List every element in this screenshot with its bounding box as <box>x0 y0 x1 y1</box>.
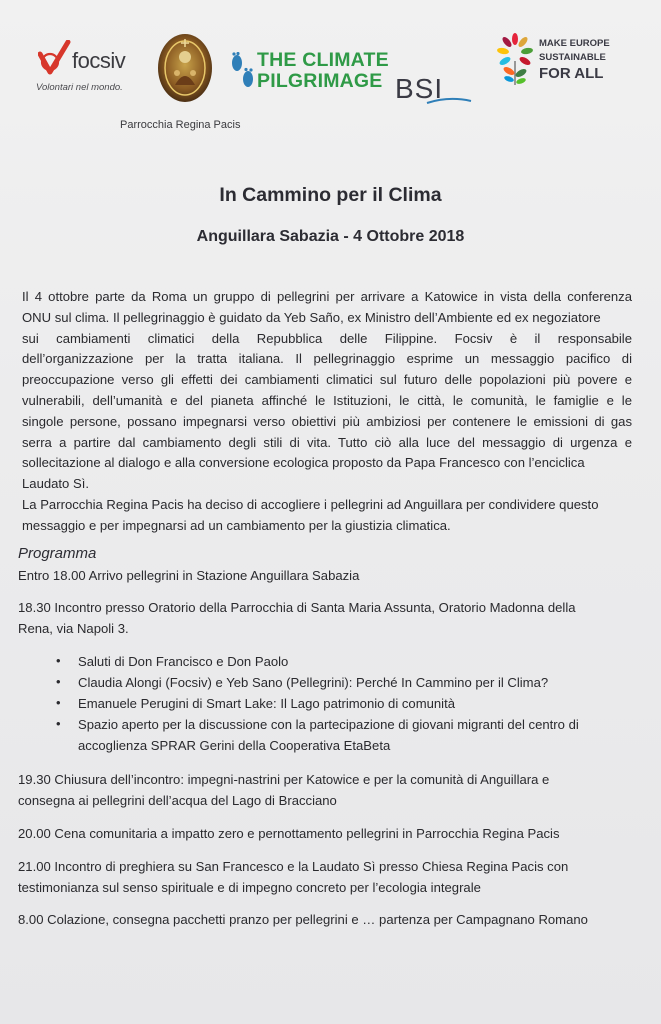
schedule-meeting: Rena, via Napoli 3. <box>18 620 129 636</box>
schedule-prayer: testimonianza sul senso spirituale e di impegno concreto per l’ecologia integrale <box>18 879 481 895</box>
focsiv-tagline: Volontari nel mondo. <box>36 82 123 93</box>
sdg-flower-icon <box>497 33 533 87</box>
intro-line: Il 4 ottobre parte da Roma un gruppo di pellegrini per arrivare a Katowice in vista della conferenza <box>22 289 632 304</box>
schedule-dinner: 20.00 Cena comunitaria a impatto zero e pernottamento pellegrini in Parrocchia Regina Pacis <box>18 825 560 841</box>
seal-caption: Parrocchia Regina Pacis <box>120 119 241 131</box>
agenda-item-text: accoglienza SPRAR Gerini della Cooperativa EtaBeta <box>78 738 391 754</box>
agenda-item-text: • Emanuele Perugini di Smart Lake: Il Lago patrimonio di comunità <box>78 696 456 712</box>
schedule-prayer: 21.00 Incontro di preghiera su San Francesco e la Laudato Sì presso Chiesa Regina Pacis con <box>18 858 569 874</box>
meu-line-1: MAKE EUROPE <box>539 38 610 49</box>
intro-line: vulnerabili, dell’umanità e del pianeta affinché le Istituzioni, le città, le comunità, le famiglie e le <box>22 392 632 408</box>
schedule-meeting: 18.30 Incontro presso Oratorio della Parrocchia di Santa Maria Assunta, Oratorio Madonna della <box>18 599 576 615</box>
agenda-item <box>56 651 630 672</box>
intro-line: ONU sul clima. Il pellegrinaggio è guidato da Yeb Saño, ex Ministro dell’Ambiente ed ex negoziatore <box>22 309 601 325</box>
footprints-icon <box>228 52 256 92</box>
focsiv-check-icon <box>38 40 72 78</box>
intro-line: serra a partire dal cambiamento degli stili di vita. Tutto ciò alla luce del messaggio di urgenza e <box>22 434 632 450</box>
intro-line: messaggio e per impegnarsi ad un cambiamento per la giustizia climatica. <box>22 517 451 533</box>
agenda-item <box>56 672 630 693</box>
intro-line: La Parrocchia Regina Pacis ha deciso di accogliere i pellegrini ad Anguillara per condividere questo <box>22 496 599 512</box>
meu-line-3: FOR ALL <box>539 65 604 82</box>
schedule-arrival: Entro 18.00 Arrivo pellegrini in Stazione Anguillara Sabazia <box>18 568 360 583</box>
programma-heading: Programma <box>18 545 97 562</box>
focsiv-logo <box>36 38 136 98</box>
meu-line-2: SUSTAINABLE <box>539 52 606 63</box>
intro-line: preoccupazione verso gli effetti dei cambiamenti climatici sul futuro delle popolazioni più povere e <box>22 372 632 388</box>
schedule-closing: consegna ai pellegrini dell’acqua del Lago di Bracciano <box>18 793 337 809</box>
intro-line: Laudato Sì. <box>22 476 89 492</box>
bsi-logo: BSI <box>395 73 444 104</box>
document-title: In Cammino per il Clima <box>219 184 442 206</box>
agenda-item-text: • Spazio aperto per la discussione con la partecipazione di giovani migranti del centro di <box>78 717 579 733</box>
agenda-item <box>56 714 630 756</box>
bsi-swoosh-icon <box>425 97 473 105</box>
intro-line: singole persone, possano impegnarsi verso obiettivi più ambiziosi per contenere le emissioni di gas <box>22 413 632 429</box>
document-subtitle: Anguillara Sabazia - 4 Ottobre 2018 <box>196 228 465 245</box>
pilgrimage-line-1: THE CLIMATE <box>257 49 389 71</box>
intro-line: sollecitazione al dialogo e alla conversione ecologica proposto da Papa Francesco con l’enciclica <box>22 455 585 471</box>
schedule-breakfast: 8.00 Colazione, consegna pacchetti pranzo per pellegrini e … partenza per Campagnano Romano <box>18 912 588 928</box>
make-europe-sustainable-logo <box>497 33 627 93</box>
pilgrimage-line-2: PILGRIMAGE <box>257 70 383 92</box>
programma-schedule <box>18 566 630 931</box>
agenda-item-text: • Claudia Alongi (Focsiv) e Yeb Sano (Pellegrini): Perché In Cammino per il Clima? <box>78 675 549 691</box>
intro-line: sui cambiamenti climatici della Repubblica delle Filippine. Focsiv è il responsabile <box>22 330 632 346</box>
intro-line: dell’organizzazione per la tratta italiana. Il pellegrinaggio esprime un messaggio pacifico di <box>22 351 632 367</box>
schedule-closing: 19.30 Chiusura dell’incontro: impegni-nastrini per Katowice e per la comunità di Anguillara e <box>18 772 550 788</box>
agenda-item <box>56 693 630 714</box>
parish-seal-icon <box>157 33 213 103</box>
focsiv-wordmark: focsiv <box>72 48 126 73</box>
climate-pilgrimage-logo <box>225 49 389 98</box>
climate-pilgrimage-wordmark <box>257 50 389 92</box>
intro-paragraph <box>22 287 632 537</box>
agenda-item-text: • Saluti di Don Francisco e Don Paolo <box>78 654 289 670</box>
meeting-agenda-list <box>18 651 630 756</box>
